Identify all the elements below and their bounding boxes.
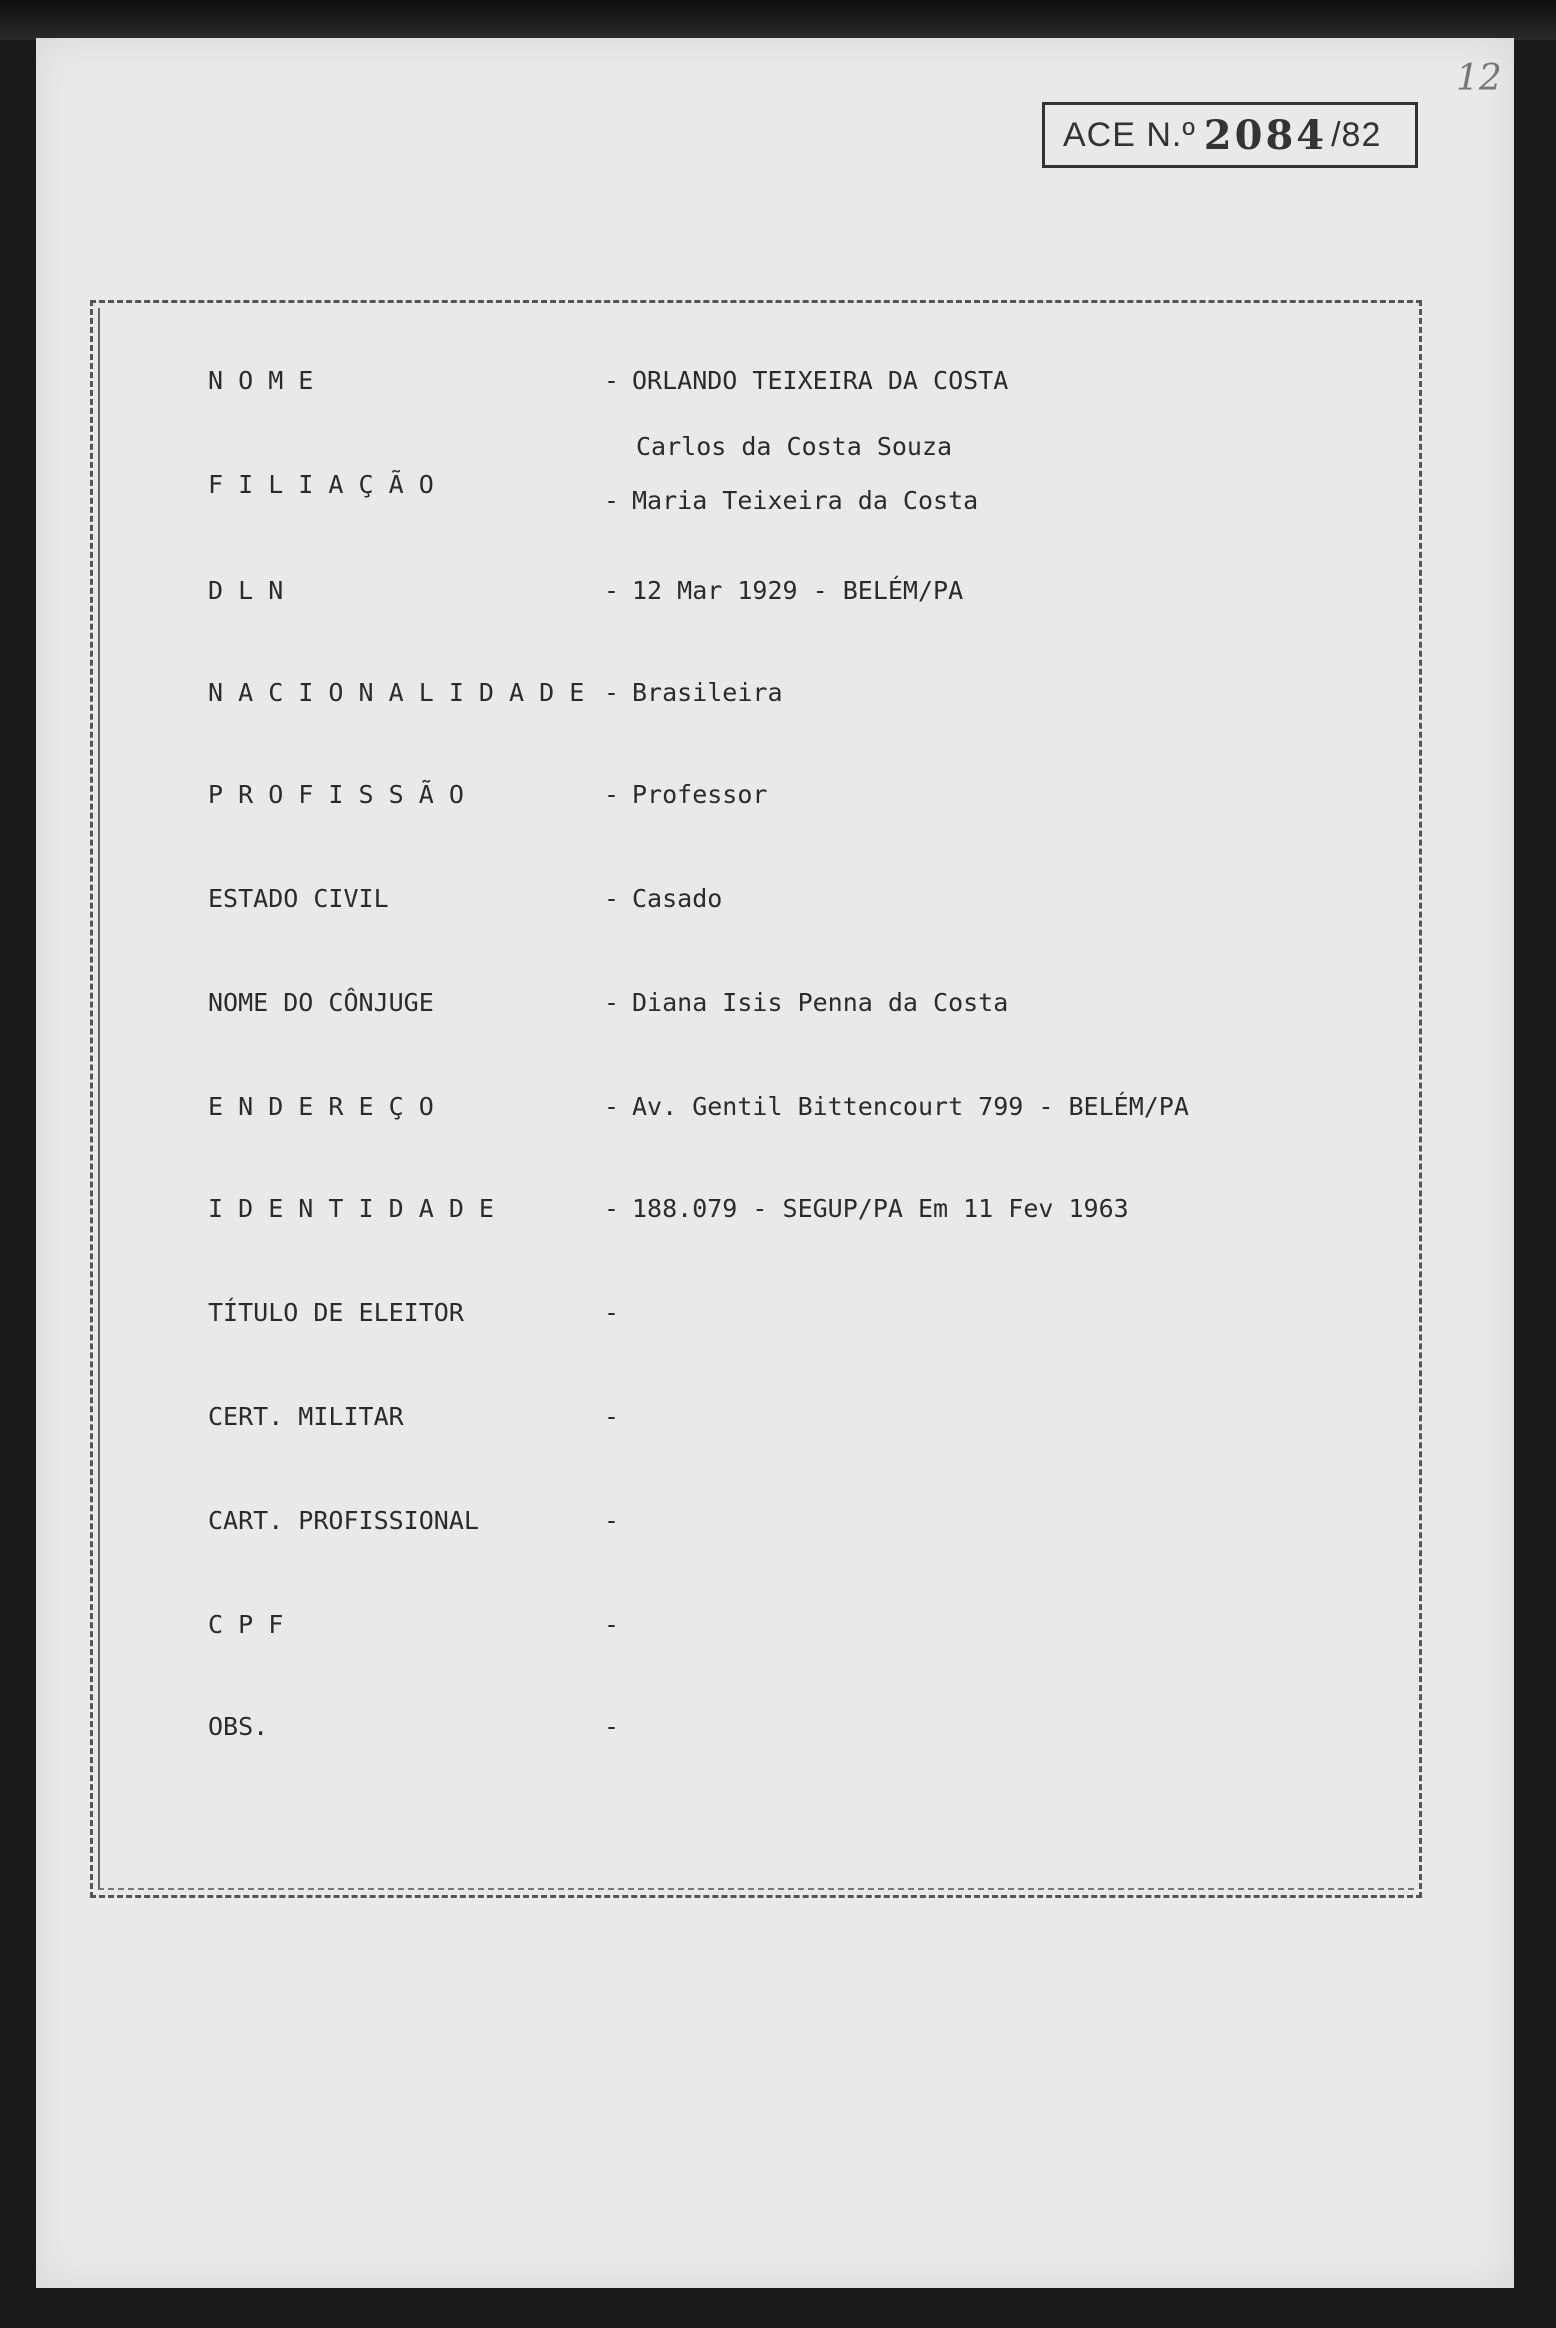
- dln-text: 12 Mar 1929 - BELÉM/PA: [632, 576, 964, 605]
- label-profissao: P R O F I S S Ã O: [208, 780, 464, 809]
- label-obs: OBS.: [208, 1712, 269, 1741]
- value-cart-profissional: -: [604, 1506, 620, 1535]
- value-obs: -: [604, 1712, 620, 1741]
- label-nacionalidade: N A C I O N A L I D A D E: [208, 678, 585, 707]
- endereco-text: Av. Gentil Bittencourt 799 - BELÉM/PA: [632, 1092, 1189, 1121]
- label-dln: D L N: [208, 576, 284, 605]
- label-cpf: C P F: [208, 1610, 284, 1639]
- value-cpf: -: [604, 1610, 620, 1639]
- value-nacionalidade: - Brasileira: [604, 678, 783, 707]
- value-filiacao-pai: Carlos da Costa Souza: [636, 432, 953, 461]
- ace-year: /82: [1331, 115, 1382, 154]
- value-estado-civil: - Casado: [604, 884, 723, 913]
- value-titulo-eleitor: -: [604, 1298, 620, 1327]
- ace-number: 2084: [1203, 111, 1328, 159]
- ace-number-box: [1042, 102, 1418, 168]
- label-endereco: E N D E R E Ç O: [208, 1092, 434, 1121]
- label-identidade: I D E N T I D A D E: [208, 1194, 494, 1223]
- profissao-text: Professor: [632, 780, 768, 809]
- label-estado-civil: ESTADO CIVIL: [208, 884, 389, 913]
- label-cart-profissional: CART. PROFISSIONAL: [208, 1506, 479, 1535]
- scan-top-edge: [0, 0, 1556, 40]
- nacionalidade-text: Brasileira: [632, 678, 783, 707]
- label-titulo-eleitor: TÍTULO DE ELEITOR: [208, 1298, 464, 1327]
- value-profissao: - Professor: [604, 780, 768, 809]
- nome-text: ORLANDO TEIXEIRA DA COSTA: [632, 366, 1009, 395]
- value-filiacao: - Maria Teixeira da Costa: [604, 486, 979, 515]
- handwritten-page-number: 12: [1456, 58, 1502, 99]
- label-nome-conjuge: NOME DO CÔNJUGE: [208, 988, 434, 1017]
- filiacao-mae-text: Maria Teixeira da Costa: [632, 486, 979, 515]
- label-cert-militar: CERT. MILITAR: [208, 1402, 404, 1431]
- value-nome: - ORLANDO TEIXEIRA DA COSTA: [604, 366, 1009, 395]
- label-nome: N O M E: [208, 366, 314, 395]
- value-endereco: - Av. Gentil Bittencourt 799 - BELÉM/PA: [604, 1092, 1189, 1121]
- identidade-text: 188.079 - SEGUP/PA Em 11 Fev 1963: [632, 1194, 1129, 1223]
- value-cert-militar: -: [604, 1402, 620, 1431]
- nome-conjuge-text: Diana Isis Penna da Costa: [632, 988, 1009, 1017]
- ace-prefix: ACE N.º: [1063, 115, 1196, 154]
- label-filiacao: F I L I A Ç Ã O: [208, 470, 434, 499]
- value-dln: - 12 Mar 1929 - BELÉM/PA: [604, 576, 964, 605]
- value-identidade: - 188.079 - SEGUP/PA Em 11 Fev 1963: [604, 1194, 1129, 1223]
- value-nome-conjuge: - Diana Isis Penna da Costa: [604, 988, 1009, 1017]
- estado-civil-text: Casado: [632, 884, 723, 913]
